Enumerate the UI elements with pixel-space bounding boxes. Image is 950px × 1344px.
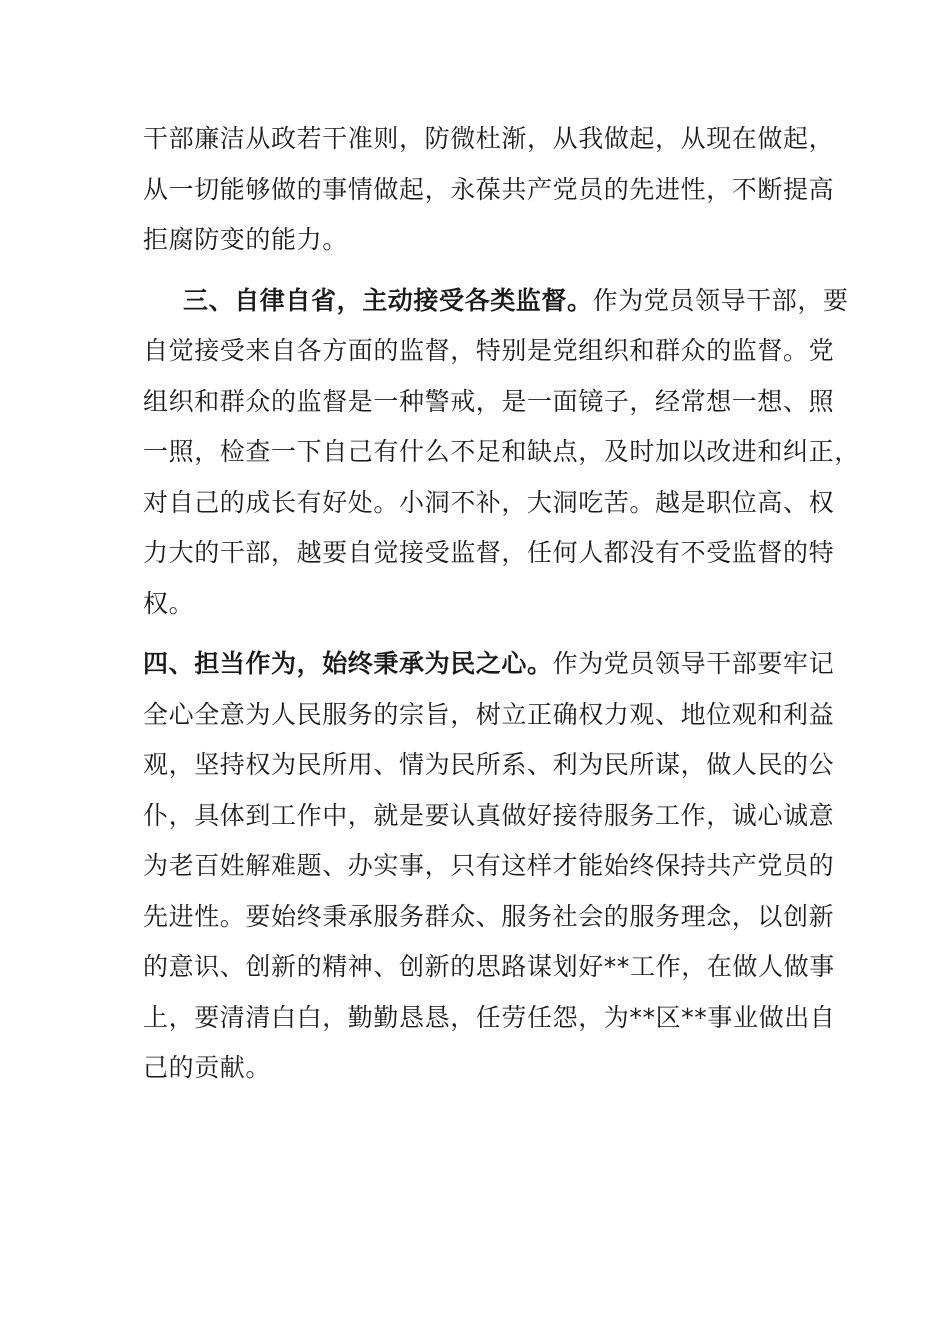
paragraph-section-three bbox=[143, 285, 860, 618]
text-line: 仆，具体到工作中，就是要认真做好接待服务工作，诚心诚意 bbox=[143, 800, 835, 830]
section-four-first-line bbox=[143, 651, 833, 676]
section-three-first-line bbox=[143, 285, 849, 315]
text-line: 从一切能够做的事情做起，永葆共产党员的先进性，不断提高 bbox=[143, 174, 835, 204]
text-line: 全心全意为人民服务的宗旨，树立正确权力观、地位观和利益 bbox=[143, 699, 835, 729]
paragraph-section-four bbox=[143, 649, 836, 1082]
text-line: 一照，检查一下自己有什么不足和缺点，及时加以改进和纠正， bbox=[143, 437, 860, 466]
section-three-heading: 三、自律自省，主动接受各类监督。 bbox=[183, 285, 593, 315]
text-line: 先进性。要始终秉承服务群众、服务社会的服务理念，以创新 bbox=[143, 901, 835, 931]
text-line: 对自己的成长有好处。小洞不补，大洞吃苦。越是职位高、权 bbox=[143, 487, 835, 517]
section-four-lead-text: 作为党员领导干部要牢记 bbox=[552, 649, 835, 678]
document-page bbox=[143, 124, 860, 1106]
text-line: 自觉接受来自各方面的监督，特别是党组织和群众的监督。党 bbox=[143, 336, 835, 365]
text-line: 观，坚持权为民所用、情为民所系、利为民所谋，做人民的公 bbox=[143, 750, 835, 779]
paragraph-continuation bbox=[143, 126, 833, 252]
text-line: 的意识、创新的精神、创新的思路谋划好**工作，在做人做事 bbox=[143, 952, 835, 981]
text-line: 权。 bbox=[143, 588, 195, 618]
section-three-lead-text: 作为党员领导干部，要 bbox=[592, 285, 849, 315]
text-line: 己的贡献。 bbox=[143, 1053, 272, 1082]
text-line: 拒腐防变的能力。 bbox=[143, 225, 348, 254]
section-four-heading: 四、担当作为，始终秉承为民之心。 bbox=[143, 649, 553, 678]
text-line: 组织和群众的监督是一种警戒，是一面镜子，经常想一想、照 bbox=[143, 386, 835, 416]
text-line: 上，要清清白白，勤勤恳恳，任劳任怨，为**区**事业做出自 bbox=[143, 1002, 836, 1032]
text-line: 力大的干部，越要自觉接受监督，任何人都没有不受监督的特 bbox=[143, 538, 835, 567]
text-line: 干部廉洁从政若干准则，防微杜渐，从我做起，从现在做起， bbox=[143, 124, 835, 153]
text-line: 为老百姓解难题、办实事，只有这样才能始终保持共产党员的 bbox=[143, 851, 835, 880]
